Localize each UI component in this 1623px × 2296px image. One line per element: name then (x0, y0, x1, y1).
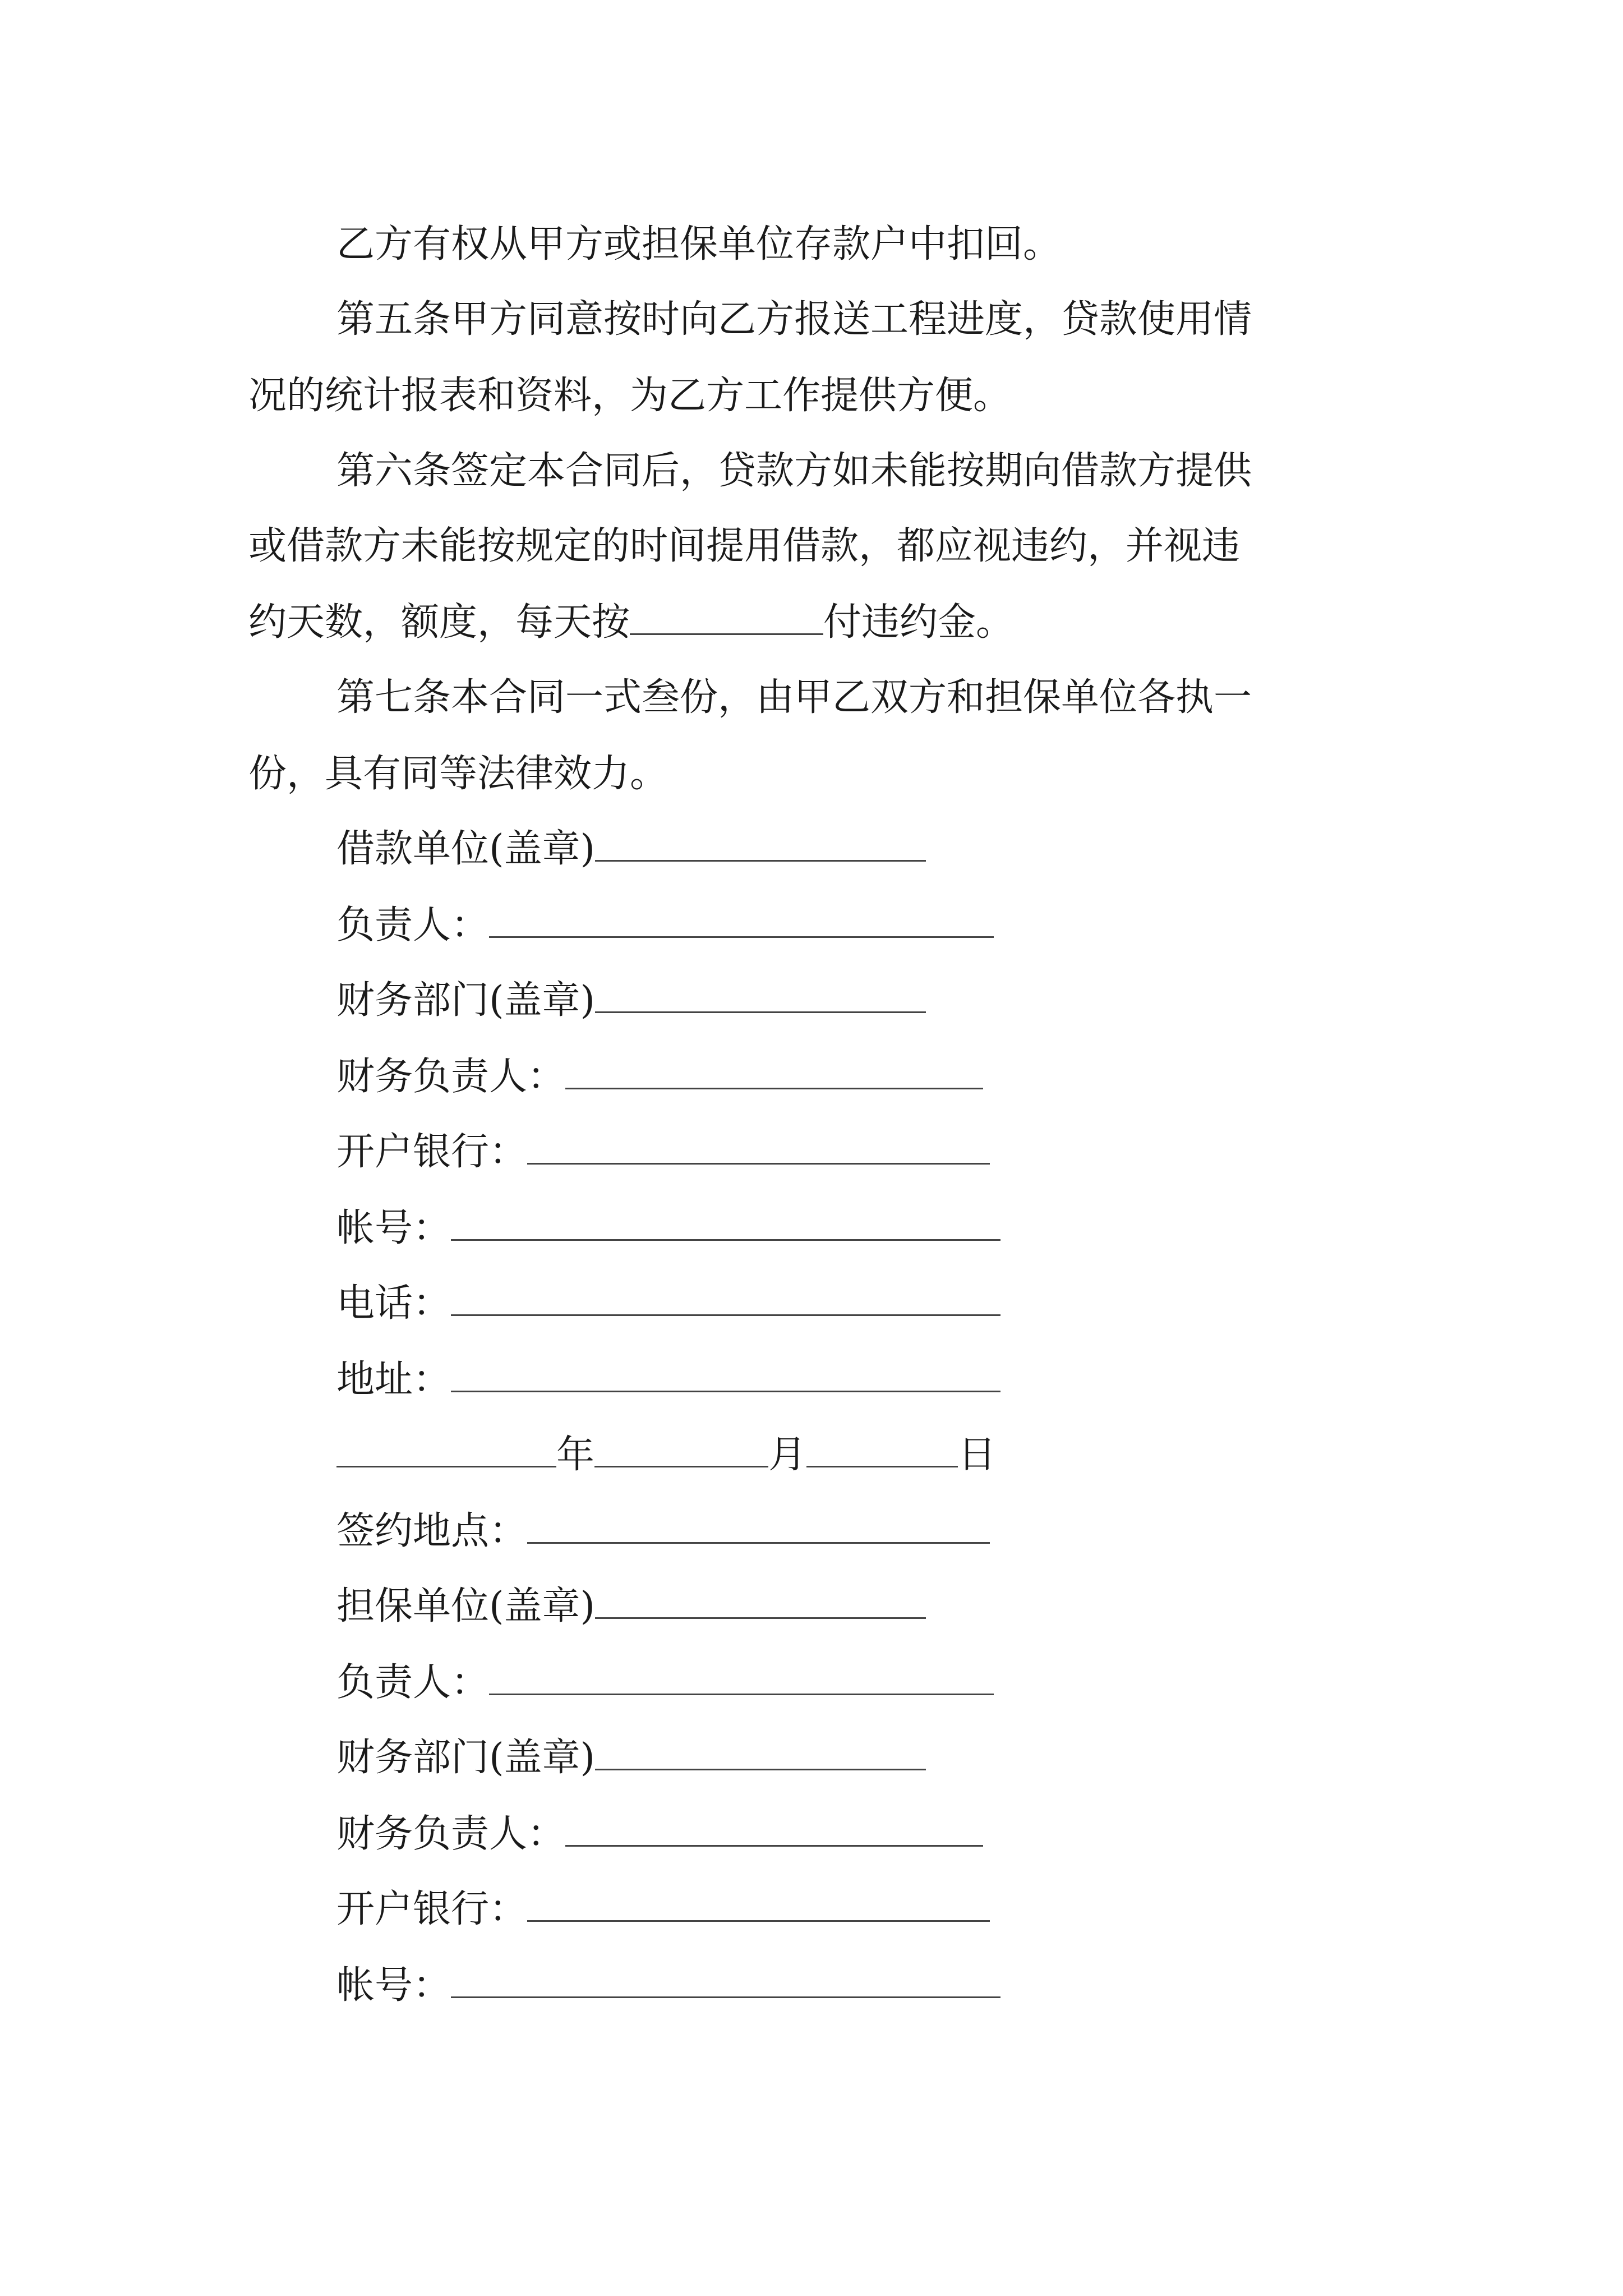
day-label: 日 (958, 1433, 997, 1477)
borrower-account-blank (451, 1203, 1000, 1241)
clause-6-line-3 (248, 596, 1014, 650)
guarantor-head-field (336, 1656, 994, 1710)
guarantor-finance-head-field (336, 1807, 983, 1861)
clause-6-line-2: 或借款方未能按规定的时间提用借款，都应视违约，并视违 (248, 524, 1241, 568)
clause-6-line-1: 第六条签定本合同后，贷款方如未能按期向借款方提供 (336, 449, 1252, 493)
borrower-phone-field (336, 1277, 1000, 1331)
borrower-address-field (336, 1353, 1000, 1407)
guarantor-account-label: 帐号： (336, 1963, 451, 2008)
day-blank (806, 1430, 958, 1467)
clause-6-line-3-prefix: 约天数，额度，每天按 (248, 600, 630, 645)
borrower-bank-blank (527, 1127, 990, 1165)
borrower-phone-blank (451, 1278, 1000, 1316)
sign-place-blank (527, 1506, 990, 1544)
borrower-finance-dept-blank (595, 976, 926, 1013)
borrower-account-field (336, 1202, 1000, 1255)
guarantor-unit-label: 担保单位(盖章) (336, 1584, 596, 1628)
guarantor-finance-head-label: 财务负责人： (336, 1812, 566, 1856)
borrower-unit-label: 借款单位(盖章) (336, 827, 596, 871)
clause-6-line-3-suffix: 付违约金。 (823, 600, 1015, 645)
borrower-bank-label: 开户银行： (336, 1130, 528, 1174)
borrower-address-label: 地址： (336, 1358, 451, 1402)
sign-place-label: 签约地点： (336, 1509, 528, 1553)
guarantor-bank-label: 开户银行： (336, 1887, 528, 1931)
guarantor-unit-blank (595, 1581, 926, 1619)
guarantor-finance-dept-field (336, 1731, 926, 1785)
guarantor-account-field (336, 1959, 1000, 2013)
guarantor-bank-field (336, 1883, 990, 1936)
guarantor-finance-head-blank (565, 1809, 983, 1847)
borrower-head-label: 负责人： (336, 903, 490, 947)
borrower-finance-head-label: 财务负责人： (336, 1055, 566, 1099)
borrower-finance-dept-label: 财务部门(盖章) (336, 978, 596, 1023)
borrower-finance-head-field (336, 1050, 983, 1104)
guarantor-account-blank (451, 1961, 1000, 1998)
borrower-unit-field (336, 822, 926, 876)
guarantor-finance-dept-blank (595, 1733, 926, 1770)
guarantor-head-blank (489, 1658, 994, 1695)
month-label: 月 (768, 1433, 807, 1477)
borrower-phone-label: 电话： (336, 1281, 451, 1326)
borrower-finance-head-blank (565, 1052, 983, 1089)
borrower-address-blank (451, 1355, 1000, 1392)
clause-7-line-2: 份，具有同等法律效力。 (248, 752, 668, 796)
year-blank (336, 1430, 556, 1467)
borrower-account-label: 帐号： (336, 1206, 451, 1250)
sign-place-field (336, 1504, 990, 1558)
borrower-finance-dept-field (336, 974, 926, 1028)
clause-7-line-1: 第七条本合同一式叁份，由甲乙双方和担保单位各执一 (336, 675, 1252, 720)
borrower-unit-blank (595, 824, 926, 862)
penalty-rate-blank (630, 597, 823, 635)
date-row (336, 1428, 996, 1482)
clause-5-line-2: 况的统计报表和资料，为乙方工作提供方便。 (248, 374, 1012, 418)
month-blank (594, 1430, 768, 1467)
borrower-head-field (336, 899, 994, 953)
year-label: 年 (556, 1433, 595, 1477)
guarantor-finance-dept-label: 财务部门(盖章) (336, 1736, 596, 1780)
clause-5-line-1: 第五条甲方同意按时向乙方报送工程进度，贷款使用情 (336, 297, 1252, 342)
guarantor-unit-field (336, 1580, 926, 1634)
clause-4-tail: 乙方有权从甲方或担保单位存款户中扣回。 (336, 222, 1062, 266)
guarantor-head-label: 负责人： (336, 1660, 490, 1705)
guarantor-bank-blank (527, 1884, 990, 1922)
borrower-head-blank (489, 900, 994, 938)
borrower-bank-field (336, 1125, 990, 1179)
